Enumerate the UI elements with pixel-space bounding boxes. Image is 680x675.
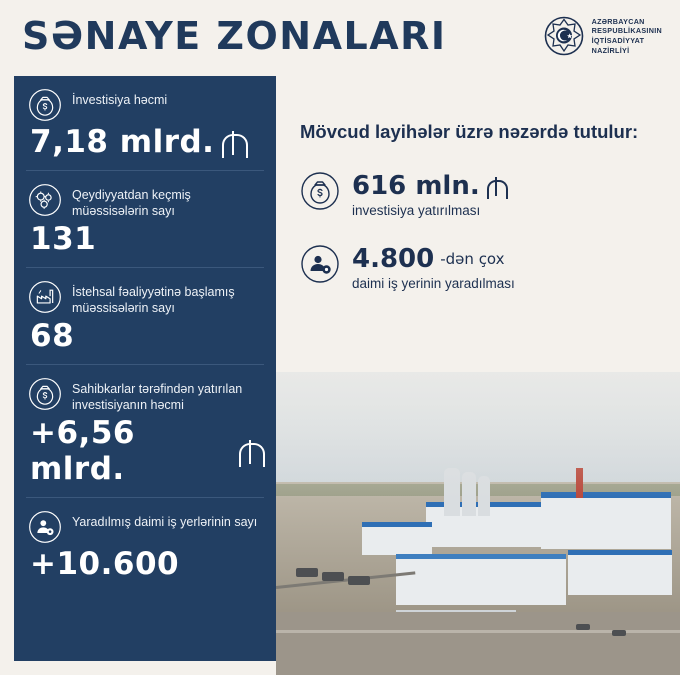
logo-line-3: İQTİSADİYYAT: [591, 36, 645, 45]
stat-value: [30, 124, 262, 160]
planned-projects-title: Mövcud layihələr üzrə nəzərdə tutulur:: [300, 121, 639, 142]
stat-item: [14, 498, 276, 582]
ministry-logo: [544, 16, 662, 56]
money-bag-icon: [300, 171, 340, 211]
factory-gear-icon: [28, 183, 62, 217]
header: [0, 0, 680, 72]
stat-label: Qeydiyyatdan keçmiş müəssisələrin sayı: [72, 188, 191, 218]
planned-value-text: 4.800: [352, 243, 435, 274]
stat-value-text: +10.600: [30, 546, 180, 582]
planned-item: [300, 244, 666, 291]
money-bag-icon: [28, 88, 62, 122]
stat-item: [14, 171, 276, 257]
manat-icon: [237, 438, 262, 464]
planned-value-suffix: -dən çox: [440, 249, 505, 268]
stat-label: Sahibkarlar tərəfindən yatırılan investisiyanın həcmi: [72, 382, 243, 412]
stat-value: [30, 318, 262, 354]
stat-value-text: 68: [30, 318, 75, 354]
worker-gear-icon: [28, 510, 62, 544]
ministry-name: [592, 17, 662, 56]
stat-value: [30, 546, 262, 582]
stat-value-text: 7,18 mlrd.: [30, 124, 215, 160]
stat-item: [14, 365, 276, 487]
worker-gear-icon: [300, 244, 340, 284]
logo-line-4: NAZİRLİYİ: [591, 45, 630, 55]
page-title: SƏNAYE ZONALARI: [22, 14, 447, 58]
stat-label: İstehsal fəaliyyətinə başlamış müəssisələrin sayı: [72, 285, 235, 315]
logo-line-1: AZƏRBAYCAN: [591, 16, 645, 26]
stat-value-text: 131: [30, 221, 97, 257]
manat-icon: [220, 129, 246, 155]
planned-value-text: 616 mln.: [352, 170, 480, 201]
statistics-panel: [14, 76, 276, 661]
photo-haze: [276, 372, 680, 675]
planned-caption: investisiya yatırılması: [352, 202, 481, 218]
factory-icon: [28, 280, 62, 314]
planned-value: [352, 171, 506, 201]
stat-label: Yaradılmış daimi iş yerlərinin sayı: [72, 515, 258, 529]
stat-item: [14, 76, 276, 160]
stat-value-text: +6,56 mlrd.: [30, 415, 135, 487]
planned-value: [352, 244, 515, 274]
planned-item: [300, 171, 666, 218]
money-bag-icon: [28, 377, 62, 411]
logo-line-2: RESPUBLİKASININ: [591, 26, 662, 36]
azerbaijan-emblem-icon: [544, 16, 584, 56]
industrial-zone-photo: [276, 372, 680, 675]
stat-value: [30, 415, 262, 487]
planned-caption: daimi iş yerinin yaradılması: [352, 275, 515, 291]
stat-label: İnvestisiya həcmi: [72, 93, 168, 107]
planned-projects-block: [300, 120, 666, 291]
stat-value: [30, 221, 262, 257]
stat-item: [14, 268, 276, 354]
manat-icon: [486, 176, 506, 196]
